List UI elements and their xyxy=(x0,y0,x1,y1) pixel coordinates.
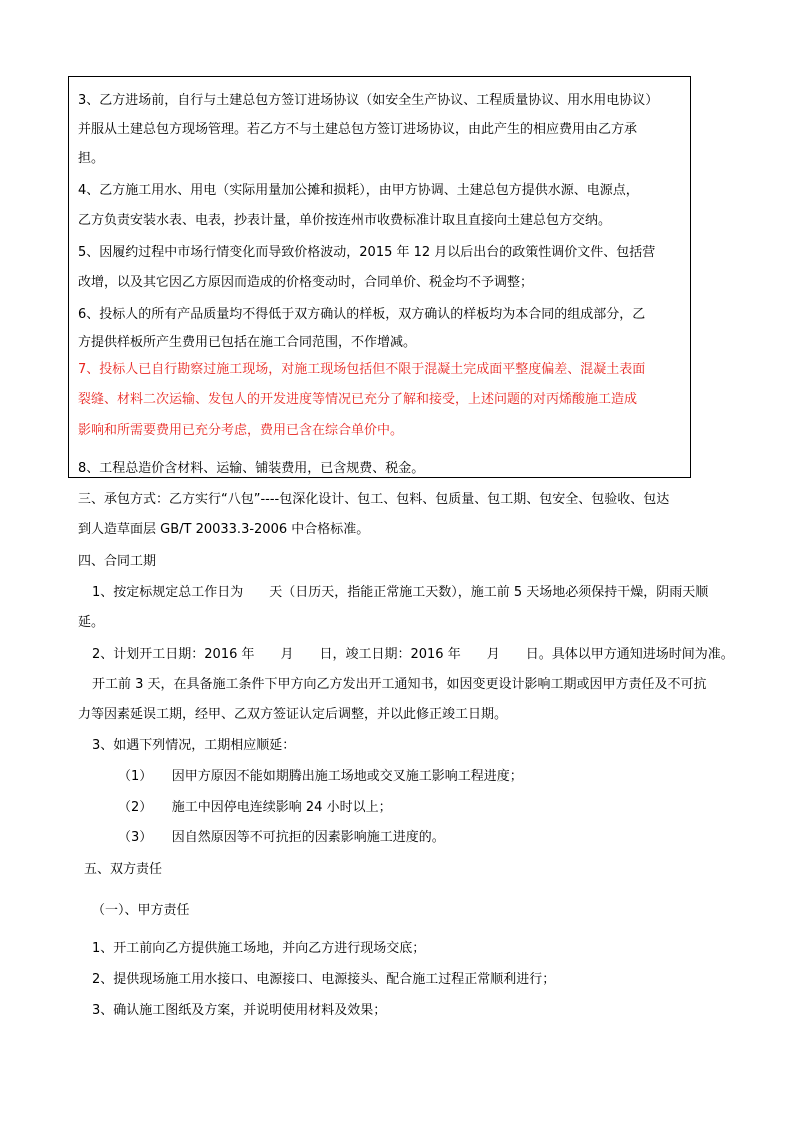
schedule-item-2: 2、计划开工日期：2016 年 月 日，竣工日期：2016 年 月 日。具体以甲方通知进场时间为准。 xyxy=(92,647,734,662)
clause-5-line-2: 改增，以及其它因乙方原因而造成的价格变动时，合同单价、税金均不予调整； xyxy=(78,275,534,290)
clause-6-line-1: 6、投标人的所有产品质量均不得低于双方确认的样板，双方确认的样板均为本合同的组成部分，乙 xyxy=(78,307,646,322)
schedule-item-3: 3、如遇下列情况，工期相应顺延： xyxy=(92,738,296,753)
clause-4-line-2: 乙方负责安装水表、电表，抄表计量，单价按连州市收费标准计取且直接向土建总包方交纳。 xyxy=(78,213,612,228)
clause-7-line-1: 7、投标人已自行勘察过施工现场，对施工现场包括但不限于混凝土完成面平整度偏差、混凝土表面 xyxy=(78,362,646,377)
schedule-note-line-2: 力等因素延误工期，经甲、乙双方签证认定后调整，并以此修正竣工日期。 xyxy=(78,707,508,722)
schedule-note-line-1: 开工前 3 天，在具备施工条件下甲方向乙方发出开工通知书，如因变更设计影响工期或因甲方责任及不可抗 xyxy=(92,677,707,692)
section-5-heading: 五、双方责任 xyxy=(84,862,163,877)
clause-8-line-1: 8、工程总造价含材料、运输、铺装费用，已含规费、税金。 xyxy=(78,461,425,476)
party-a-duty-2: 2、提供现场施工用水接口、电源接口、电源接头、配合施工过程正常顺利进行； xyxy=(92,972,556,987)
section-3-continued: 到人造草面层 GB/T 20033.3-2006 中合格标准。 xyxy=(78,522,370,537)
party-a-duty-3: 3、确认施工图纸及方案，并说明使用材料及效果； xyxy=(92,1003,387,1018)
section-4-heading: 四、合同工期 xyxy=(78,554,157,569)
schedule-item-1-line-2: 延。 xyxy=(78,615,105,630)
delay-case-2: （2） 施工中因停电连续影响 24 小时以上； xyxy=(118,800,392,815)
clause-3-line-3: 担。 xyxy=(78,151,105,166)
clause-4-line-1: 4、乙方施工用水、用电（实际用量加公摊和损耗），由甲方协调、土建总包方提供水源、电源点， xyxy=(78,183,639,198)
clause-6-line-2: 方提供样板所产生费用已包括在施工合同范围，不作增减。 xyxy=(78,335,417,350)
party-a-heading: （一）、甲方责任 xyxy=(92,903,190,918)
delay-case-1: （1） 因甲方原因不能如期腾出施工场地或交叉施工影响工程进度； xyxy=(118,769,523,784)
party-a-duty-1: 1、开工前向乙方提供施工场地，并向乙方进行现场交底； xyxy=(92,941,426,956)
clause-3-line-2: 并服从土建总包方现场管理。若乙方不与土建总包方签订进场协议，由此产生的相应费用由乙方承 xyxy=(78,122,638,137)
clause-5-line-1: 5、因履约过程中市场行情变化而导致价格波动，2015 年 12 月以后出台的政策性调价文件、包括营 xyxy=(78,245,656,260)
clause-7-line-2: 裂缝、材料二次运输、发包人的开发进度等情况已充分了解和接受，上述问题的对丙烯酸施工造成 xyxy=(78,392,638,407)
clause-7-line-3: 影响和所需要费用已充分考虑，费用已含在综合单价中。 xyxy=(78,423,404,438)
delay-case-3: （3） 因自然原因等不可抗拒的因素影响施工进度的。 xyxy=(118,830,445,845)
schedule-item-1-line-1: 1、按定标规定总工作日为 天（日历天，指能正常施工天数），施工前 5 天场地必须保持干燥，阴雨天顺 xyxy=(92,585,709,600)
clause-3-line-1: 3、乙方进场前，自行与土建总包方签订进场协议（如安全生产协议、工程质量协议、用水用电协议） xyxy=(78,93,659,108)
section-3-contracting-mode: 三、承包方式：乙方实行“八包”----包深化设计、包工、包料、包质量、包工期、包安全、包验收、包达 xyxy=(78,492,670,507)
